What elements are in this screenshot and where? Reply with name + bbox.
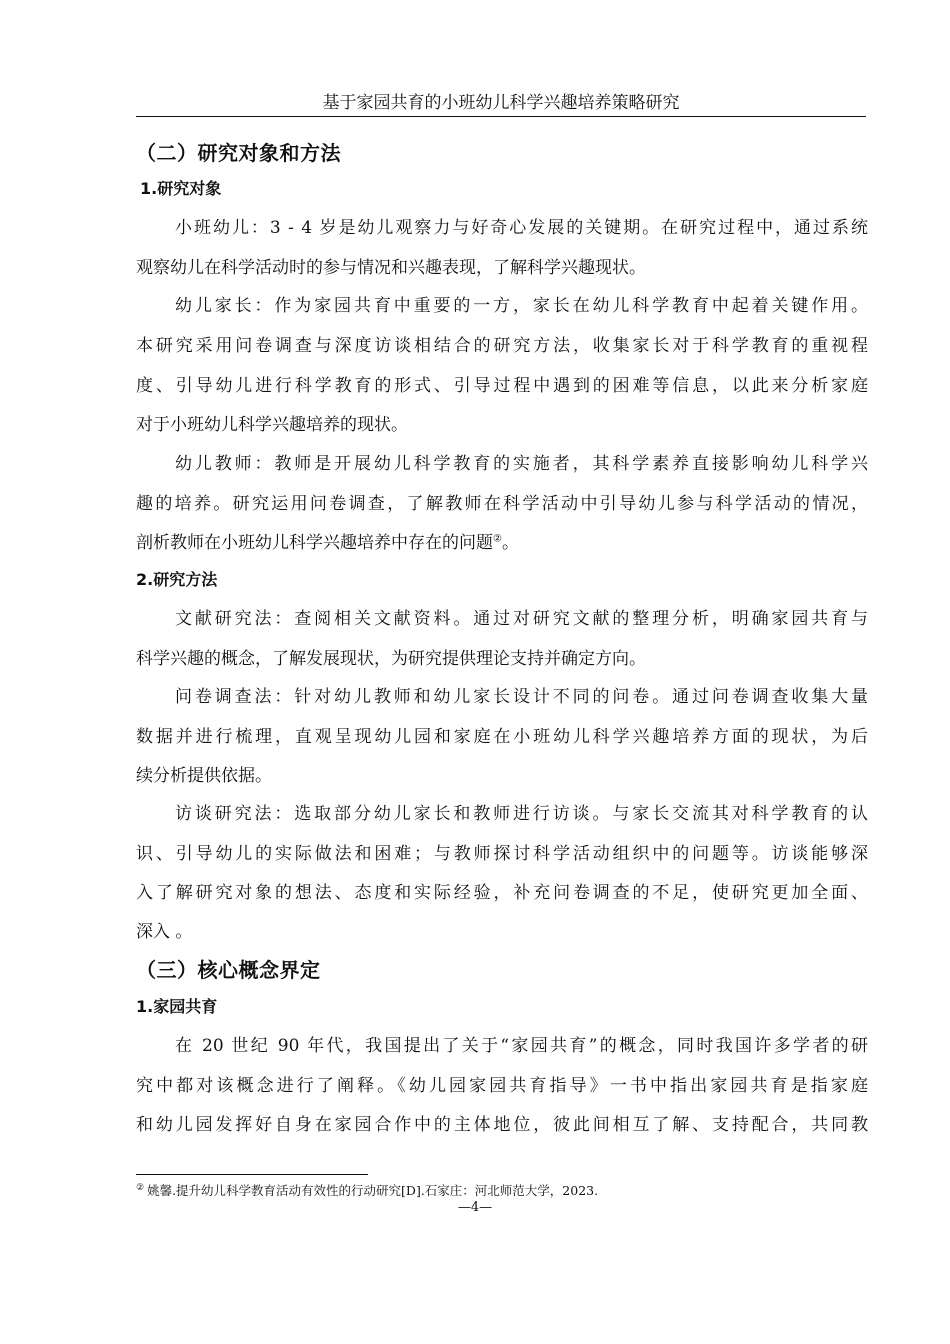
paragraph-line: 观察幼儿在科学活动时的参与情况和兴趣表现，了解科学兴趣现状。 (136, 258, 646, 278)
footnote-mark: ② (136, 1182, 145, 1193)
footnote (136, 1182, 598, 1200)
footnote-reference[interactable]: ② (493, 533, 502, 545)
paragraph-text: 。 (501, 533, 519, 553)
paragraph-line: 本研究采用问卷调查与深度访谈相结合的研究方法，收集家长对于科学教育的重视程 (136, 336, 868, 356)
paragraph-line: 续分析提供依据。 (136, 766, 272, 786)
paragraph-line: 趣的培养。研究运用问卷调查，了解教师在科学活动中引导幼儿参与科学活动的情况， (136, 494, 868, 514)
paragraph-line: 问卷调查法：针对幼儿教师和幼儿家长设计不同的问卷。通过问卷调查收集大量 (175, 687, 868, 707)
paragraph-line: 度、引导幼儿进行科学教育的形式、引导过程中遇到的困难等信息，以此来分析家庭 (136, 376, 868, 396)
paragraph-line: 和幼儿园发挥好自身在家园合作中的主体地位，彼此间相互了解、支持配合，共同教 (136, 1115, 868, 1135)
paragraph-line: 幼儿家长：作为家园共育中重要的一方，家长在幼儿科学教育中起着关键作用。 (175, 296, 868, 316)
page-number: —4— (457, 1200, 493, 1215)
running-header: 基于家园共育的小班幼儿科学兴趣培养策略研究 (322, 93, 680, 113)
paragraph-line: 数据并进行梳理，直观呈现幼儿园和家庭在小班幼儿科学兴趣培养方面的现状，为后 (136, 727, 868, 747)
section-heading-3: （三）核心概念界定 (136, 958, 321, 982)
paragraph-line: 科学兴趣的概念，了解发展现状，为研究提供理论支持并确定方向。 (136, 649, 646, 669)
header-rule (136, 116, 866, 117)
paragraph-line: 在 20 世纪 90 年代，我国提出了关于“家园共育”的概念，同时我国许多学者的研 (175, 1036, 868, 1056)
footnote-text: 姚馨.提升幼儿科学教育活动有效性的行动研究[D].石家庄：河北师范大学，2023. (147, 1183, 599, 1198)
subheading-research-objects: 1.研究对象 (140, 179, 222, 198)
paragraph-line: 幼儿教师：教师是开展幼儿科学教育的实施者，其科学素养直接影响幼儿科学兴 (175, 454, 868, 474)
paragraph-line: 文献研究法：查阅相关文献资料。通过对研究文献的整理分析，明确家园共育与 (175, 609, 868, 629)
paragraph-line: 识、引导幼儿的实际做法和困难；与教师探讨科学活动组织中的问题等。访谈能够深 (136, 844, 868, 864)
paragraph-line: 入了解研究对象的想法、态度和实际经验，补充问卷调查的不足，使研究更加全面、 (136, 883, 868, 903)
paragraph-line: 小班幼儿：3 - 4 岁是幼儿观察力与好奇心发展的关键期。在研究过程中，通过系统 (175, 218, 868, 238)
subheading-home-school: 1.家园共育 (136, 997, 218, 1016)
paragraph-line: 对于小班幼儿科学兴趣培养的现状。 (136, 415, 408, 435)
paragraph-text: 剖析教师在小班幼儿科学兴趣培养中存在的问题 (136, 533, 493, 553)
paragraph-line: 访谈研究法：选取部分幼儿家长和教师进行访谈。与家长交流其对科学教育的认 (175, 804, 868, 824)
paragraph-line: 究中都对该概念进行了阐释。《幼儿园家园共育指导》一书中指出家园共育是指家庭 (136, 1076, 868, 1096)
paragraph-line: 深入 。 (136, 922, 193, 942)
subheading-research-methods: 2.研究方法 (136, 570, 218, 589)
section-heading-2: （二）研究对象和方法 (136, 141, 341, 165)
footnote-rule (136, 1174, 368, 1175)
paragraph-line (136, 531, 868, 555)
